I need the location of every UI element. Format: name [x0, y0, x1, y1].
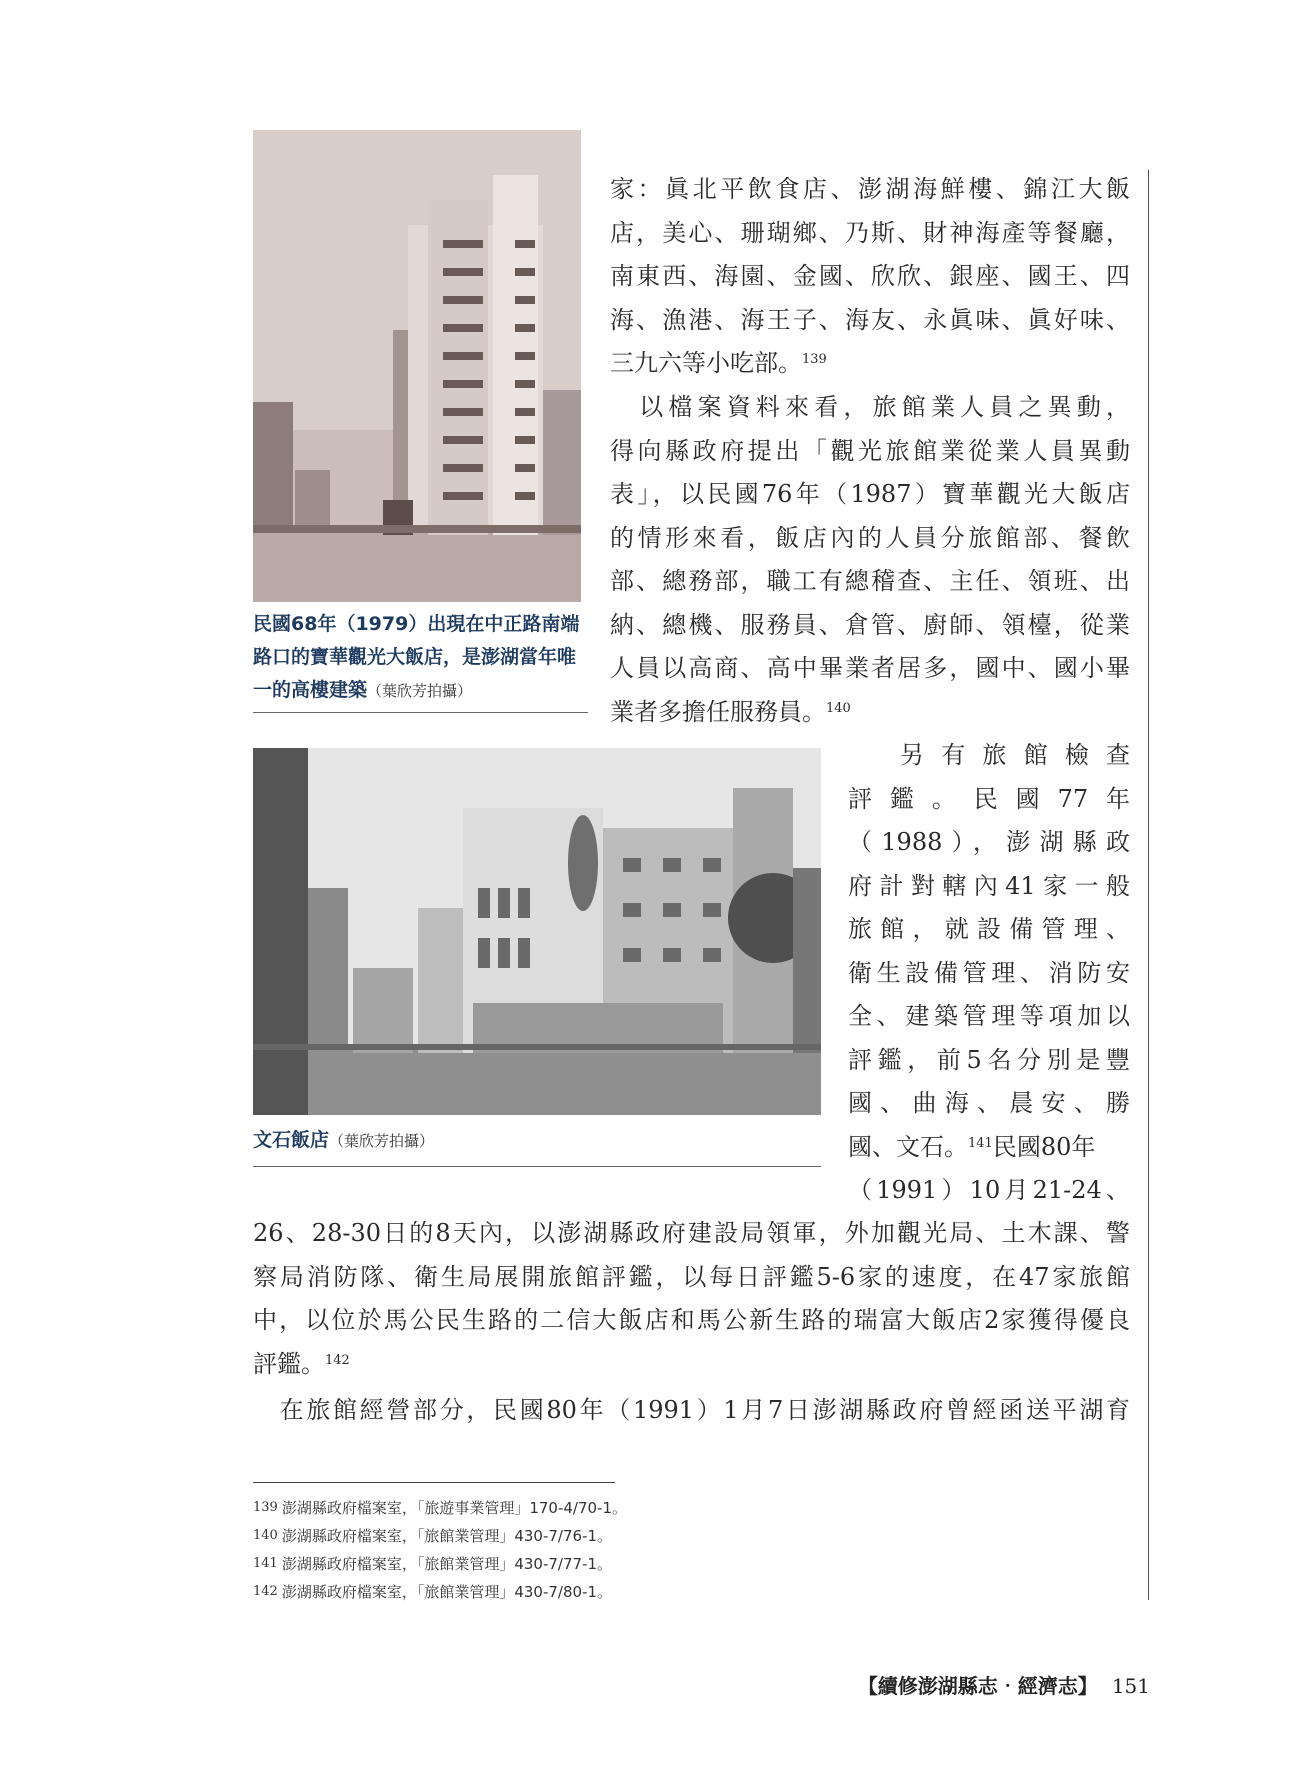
footnote-ref: 142 [325, 1352, 350, 1368]
text-line-end: 三九六等小吃部。 [610, 349, 802, 377]
footnote-number: 142 [253, 1584, 278, 1599]
footnote-number: 141 [253, 1556, 278, 1571]
footnote-text: 澎湖縣政府檔案室，「旅館業管理」430-7/80-1。 [281, 1583, 613, 1601]
paragraph-4 [253, 1212, 1130, 1386]
wenshi-hotel-illustration [253, 748, 821, 1115]
text-line [253, 1343, 1130, 1387]
figure2-caption-rule [253, 1166, 821, 1167]
text-line: （1988），澎湖縣政 [848, 828, 1130, 856]
page-footer [858, 1670, 1150, 1699]
figure2-caption-text: 文石飯店 [253, 1129, 330, 1151]
text-line: 家：眞北平飲食店、澎湖海鮮樓、錦江大飯 [610, 175, 1130, 203]
page-number: 151 [1111, 1674, 1150, 1698]
text-line: 人員以高商、高中畢業者居多，國中、國小畢 [610, 654, 1130, 682]
paragraph-1 [610, 168, 1130, 386]
text-line: 的情形來看，飯店內的人員分旅館部、餐飲 [610, 523, 1130, 552]
paragraph-2 [610, 386, 1130, 734]
footnote-ref: 139 [802, 352, 827, 367]
footnote-ref: 140 [826, 700, 851, 716]
text-line [610, 691, 1130, 735]
paragraph-5 [253, 1389, 1130, 1433]
text-line [848, 1126, 1130, 1170]
footnote-text: 澎湖縣政府檔案室，「旅館業管理」430-7/76-1。 [281, 1527, 613, 1545]
footnotes [253, 1494, 627, 1606]
column-rule [1148, 170, 1149, 1600]
text-line: 另有旅館檢查 [900, 741, 1130, 769]
footnote-rule [253, 1482, 615, 1483]
text-line: 旅館，就設備管理、 [848, 915, 1130, 943]
footnote-item [253, 1494, 627, 1522]
text-line: 店，美心、珊瑚鄉、乃斯、財神海產等餐廳， [610, 218, 1130, 247]
book-title: 【續修澎湖縣志‧經濟志】 [857, 1674, 1098, 1698]
footnote-item [253, 1550, 627, 1578]
footnote-ref: 141 [968, 1135, 993, 1151]
text-line: 以檔案資料來看，旅館業人員之異動， [610, 393, 1130, 421]
text-line: 在旅館經營部分，民國80年（1991）1月7日澎湖縣政府曾經函送平湖育 [253, 1396, 1130, 1424]
text-line: 全、建築管理等項加以 [848, 1002, 1130, 1030]
text-line-part: 國、文石。 [848, 1132, 968, 1161]
text-line: 部、總務部，職工有總稽查、主任、領班、出 [610, 567, 1130, 595]
footnote-text: 澎湖縣政府檔案室，「旅館業管理」430-7/77-1。 [281, 1555, 613, 1573]
text-line-end: 業者多擔任服務員。 [610, 697, 826, 726]
footnote-item [253, 1578, 627, 1606]
footnote-number: 139 [253, 1500, 278, 1515]
footnote-item [253, 1522, 627, 1550]
text-line: 表」，以民國76年（1987）寶華觀光大飯店 [610, 480, 1130, 508]
figure2-caption [253, 1124, 553, 1158]
text-line: 得向縣政府提出「觀光旅館業從業人員異動 [610, 436, 1130, 465]
text-line-part: 民國80年 [992, 1132, 1096, 1161]
text-line: （1991）10月21-24、 [848, 1176, 1130, 1204]
text-line: 國、曲海、晨安、勝 [848, 1089, 1130, 1117]
text-line: 評鑑。民國77年 [848, 784, 1130, 813]
photo-baohua-hotel [253, 130, 581, 602]
figure2-credit: （葉欣芳拍攝） [329, 1132, 435, 1150]
footnote-number: 140 [253, 1528, 278, 1543]
text-line: 衛生設備管理、消防安 [848, 958, 1130, 987]
text-line: 府計對轄內41家一般 [848, 871, 1130, 900]
text-line: 海、漁港、海王子、海友、永眞味、眞好味、 [610, 305, 1130, 334]
figure1-caption [253, 608, 593, 708]
text-line: 察局消防隊、衛生局展開旅館評鑑，以每日評鑑5-6家的速度，在47家旅館 [253, 1262, 1130, 1291]
photo-wenshi-hotel [253, 748, 821, 1115]
text-line: 26、28-30日的8天內，以澎湖縣政府建設局領軍，外加觀光局、土木課、警 [253, 1219, 1130, 1247]
text-line: 評鑑，前5名分別是豐 [848, 1045, 1130, 1074]
footnote-text: 澎湖縣政府檔案室，「旅遊事業管理」170-4/70-1。 [281, 1499, 628, 1517]
text-line: 中，以位於馬公民生路的二信大飯店和馬公新生路的瑞富大飯店2家獲得優良 [253, 1306, 1130, 1334]
text-line: 納、總機、服務員、倉管、廚師、領檯，從業 [610, 610, 1130, 639]
text-line-end: 評鑑。 [253, 1349, 325, 1378]
baohua-hotel-illustration [253, 130, 581, 602]
paragraph-3 [848, 734, 1130, 1213]
figure1-caption-rule [253, 712, 588, 713]
figure1-caption-text: 民國68年（1979）出現在中正路南端路口的寶華觀光大飯店，是澎湖當年唯一的高樓建築 [253, 613, 580, 701]
text-line [610, 342, 1130, 386]
figure1-credit: （葉欣芳拍攝） [367, 682, 473, 700]
text-line: 南東西、海園、金國、欣欣、銀座、國王、四 [610, 262, 1130, 290]
